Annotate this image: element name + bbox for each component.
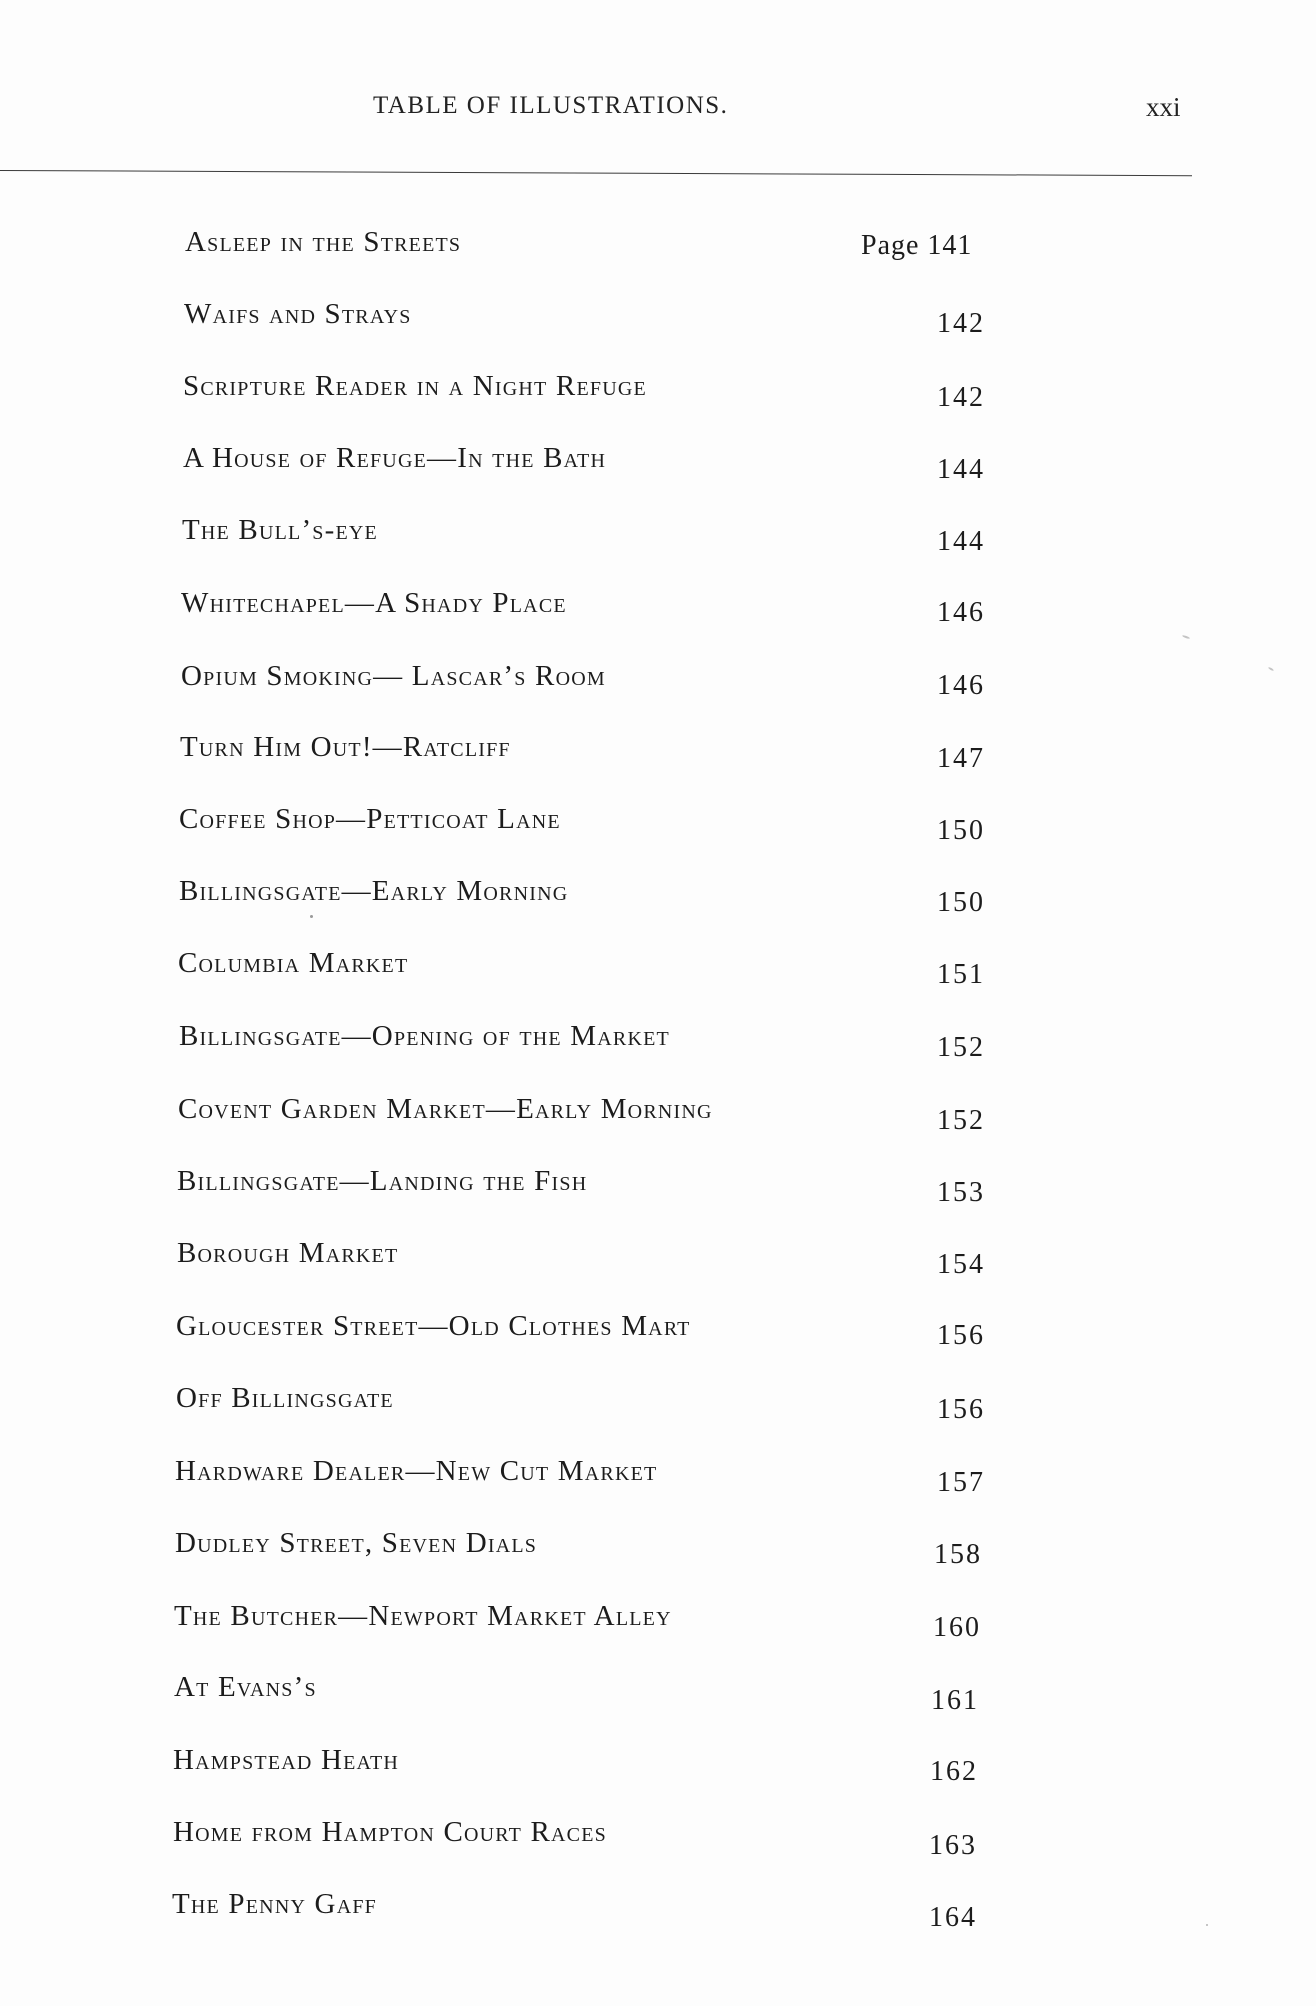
entry-title: Billingsgate—Opening of the Market — [179, 1020, 670, 1052]
entry-title: Whitechapel—A Shady Place — [181, 587, 567, 619]
entry-title: Home from Hampton Court Races — [173, 1816, 607, 1848]
paper-speck — [310, 915, 313, 918]
page-folio: xxi — [1146, 92, 1181, 122]
entry-page: 153 — [937, 1177, 985, 1208]
entry-title: Turn Him Out!—Ratcliff — [180, 731, 511, 763]
entry-page: 162 — [930, 1756, 978, 1787]
entry-page: 154 — [937, 1249, 985, 1280]
entry-title: At Evans’s — [174, 1671, 317, 1703]
entry-title: Gloucester Street—Old Clothes Mart — [176, 1310, 691, 1342]
entry-title: Asleep in the Streets — [185, 226, 462, 258]
entry-page: 163 — [929, 1830, 977, 1861]
entry-page: Page 141 — [861, 230, 973, 261]
entry-title: The Butcher—Newport Market Alley — [174, 1600, 672, 1632]
entry-page: 144 — [937, 454, 985, 485]
entry-page: 144 — [937, 526, 985, 557]
entry-page: 146 — [937, 670, 985, 701]
entry-title: Hampstead Heath — [173, 1744, 400, 1776]
entry-title: A House of Refuge—In the Bath — [183, 442, 607, 474]
paper-speck — [1206, 1924, 1208, 1926]
entry-page: 142 — [937, 382, 985, 413]
entry-title: Borough Market — [177, 1237, 399, 1269]
entry-page: 150 — [937, 887, 985, 918]
entry-title: Dudley Street, Seven Dials — [175, 1527, 538, 1559]
entry-title: Billingsgate—Landing the Fish — [177, 1165, 588, 1197]
entry-title: Covent Garden Market—Early Morning — [178, 1093, 713, 1125]
entry-page: 150 — [937, 815, 985, 846]
entry-title: Off Billingsgate — [176, 1382, 394, 1414]
running-title: TABLE OF ILLUSTRATIONS. — [373, 92, 729, 119]
entry-page: 156 — [937, 1320, 985, 1351]
entry-page: 152 — [937, 1105, 985, 1136]
entry-title: The Penny Gaff — [172, 1888, 377, 1920]
entry-page: 152 — [937, 1032, 985, 1063]
entry-title: Coffee Shop—Petticoat Lane — [179, 803, 561, 835]
entry-page: 158 — [934, 1539, 982, 1570]
entry-title: The Bull’s-eye — [182, 514, 378, 546]
entry-page: 142 — [937, 308, 985, 339]
entry-title: Hardware Dealer—New Cut Market — [175, 1455, 658, 1487]
entry-page: 146 — [937, 597, 985, 628]
entry-page: 157 — [937, 1467, 985, 1498]
entry-page: 164 — [929, 1902, 977, 1933]
entry-title: Columbia Market — [178, 947, 409, 979]
entry-page: 156 — [937, 1394, 985, 1425]
entry-title: Scripture Reader in a Night Refuge — [183, 370, 647, 402]
entry-title: Opium Smoking— Lascar’s Room — [181, 660, 606, 692]
entry-title: Billingsgate—Early Morning — [179, 875, 569, 907]
entry-page: 161 — [931, 1685, 979, 1716]
entry-page: 160 — [933, 1612, 981, 1643]
entry-title: Waifs and Strays — [184, 298, 412, 330]
entry-page: 147 — [937, 743, 985, 774]
entry-page: 151 — [937, 959, 985, 990]
